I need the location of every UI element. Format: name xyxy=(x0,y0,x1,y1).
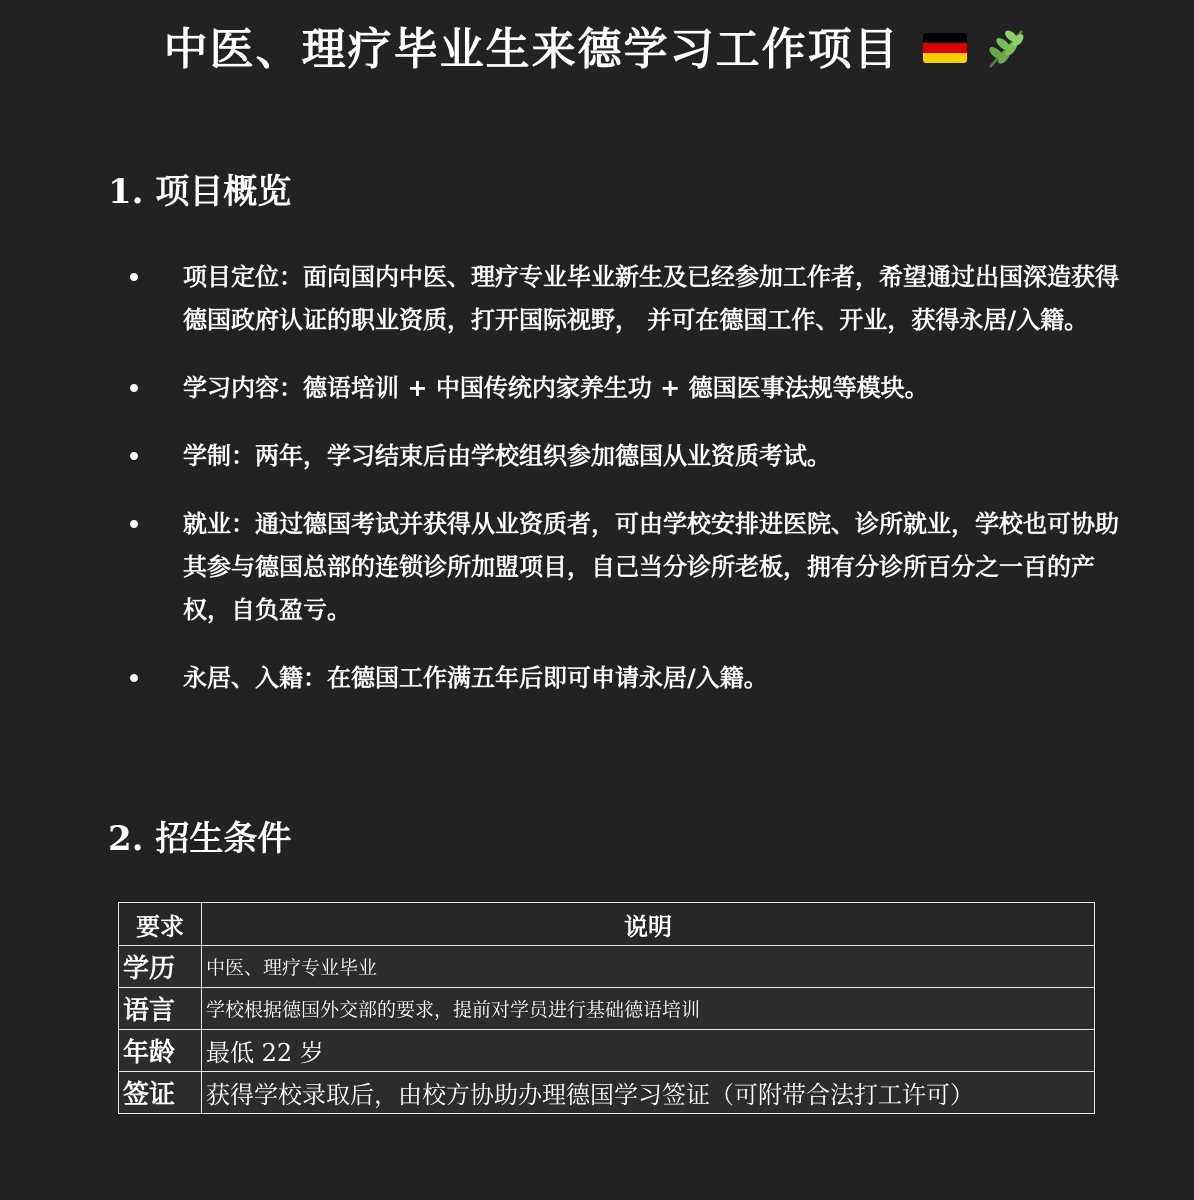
german-flag-icon xyxy=(923,33,967,63)
requirement-name: 学历 xyxy=(119,946,202,988)
column-header-description: 说明 xyxy=(202,903,1095,946)
table-row xyxy=(119,1072,1095,1114)
requirement-description: 学校根据德国外交部的要求，提前对学员进行基础德语培训 xyxy=(202,988,1095,1030)
requirement-name: 签证 xyxy=(119,1072,202,1114)
bullet-icon xyxy=(130,273,138,281)
overview-item-positioning xyxy=(0,256,1194,342)
overview-item-text: 就业：通过德国考试并获得从业资质者，可由学校安排进医院、诊所就业，学校也可协助其参与德国总部的连锁诊所加盟项目，自己当分诊所老板，拥有分诊所百分之一百的产权，自负盈亏。 xyxy=(183,510,1119,624)
requirements-table xyxy=(118,902,1095,1114)
page-title-text: 中医、理疗毕业生来德学习工作项目 xyxy=(163,24,900,75)
section-2-title: 招生条件 xyxy=(155,819,292,859)
page-title xyxy=(0,22,1194,78)
overview-item-text: 永居、入籍：在德国工作满五年后即可申请永居/入籍。 xyxy=(183,664,768,692)
herb-leaf-icon xyxy=(984,25,1030,71)
section-1-title: 项目概览 xyxy=(155,172,292,212)
bullet-icon xyxy=(130,520,138,528)
overview-item-text: 项目定位：面向国内中医、理疗专业毕业新生及已经参加工作者，希望通过出国深造获得德国政府认证的职业资质，打开国际视野， 并可在德国工作、开业，获得永居/入籍。 xyxy=(183,263,1119,334)
requirement-name: 年龄 xyxy=(119,1030,202,1072)
table-row xyxy=(119,988,1095,1030)
table-row xyxy=(119,1030,1095,1072)
section-2-heading xyxy=(108,817,291,861)
overview-list xyxy=(0,256,1194,725)
bullet-icon xyxy=(130,674,138,682)
section-2-number: 2. xyxy=(108,819,144,859)
requirement-description: 最低 22 岁 xyxy=(202,1030,1095,1072)
section-1-number: 1. xyxy=(108,172,144,212)
overview-item-residency xyxy=(0,657,1194,700)
requirement-description: 中医、理疗专业毕业 xyxy=(202,946,1095,988)
overview-item-duration xyxy=(0,435,1194,478)
requirement-description: 获得学校录取后，由校方协助办理德国学习签证（可附带合法打工许可） xyxy=(202,1072,1095,1114)
table-header-row xyxy=(119,903,1095,946)
bullet-icon xyxy=(130,384,138,392)
column-header-requirement: 要求 xyxy=(119,903,202,946)
section-1-heading xyxy=(108,170,291,214)
overview-item-text: 学习内容：德语培训 + 中国传统内家养生功 + 德国医事法规等模块。 xyxy=(183,374,929,402)
overview-item-text: 学制：两年，学习结束后由学校组织参加德国从业资质考试。 xyxy=(183,442,831,470)
bullet-icon xyxy=(130,452,138,460)
table-row xyxy=(119,946,1095,988)
overview-item-employment xyxy=(0,503,1194,632)
overview-item-curriculum xyxy=(0,367,1194,410)
requirement-name: 语言 xyxy=(119,988,202,1030)
